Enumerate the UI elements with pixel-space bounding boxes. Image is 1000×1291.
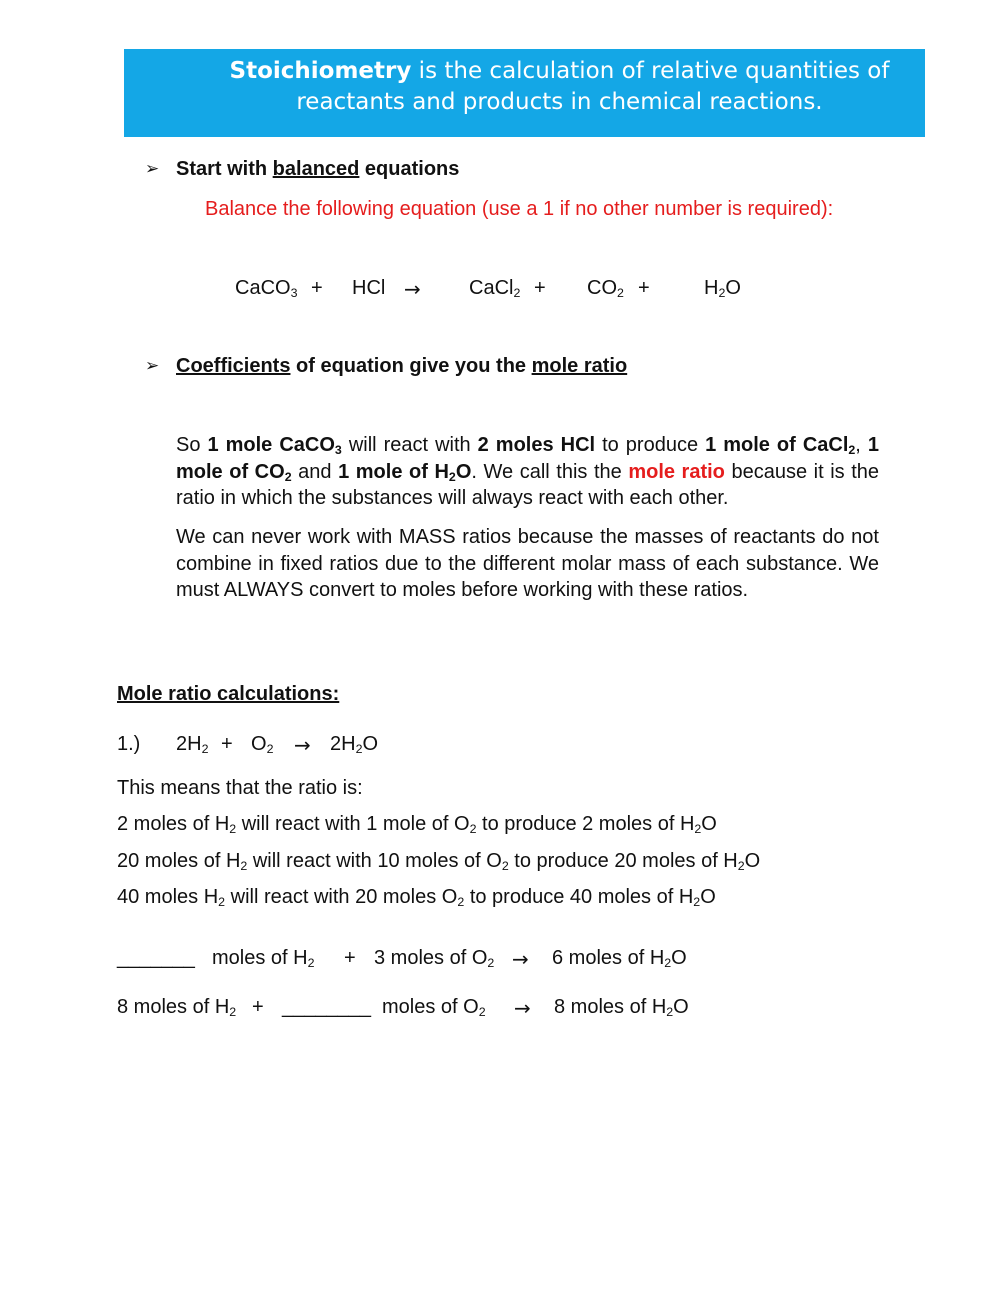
answer-blank[interactable]: _______ [117,947,195,969]
reaction-arrow: → [404,277,421,301]
banner-term: Stoichiometry [229,58,412,84]
ratio-line: 20 moles of $H_2$ will react with 10 moles of $O_2$ to produce 20 moles of $H_2O$ [117,850,761,874]
ratio-intro: This means that the ratio is: [117,777,363,799]
reaction-arrow: → [294,733,311,757]
section-heading: Mole ratio calculations: [117,683,340,705]
plus-sign: + [534,277,546,299]
title-banner [124,49,925,137]
arrow-bullet-icon: ➢ [145,356,160,375]
plus-sign: + [638,277,650,299]
reaction-arrow: → [514,996,531,1020]
arrow-bullet-icon: ➢ [145,159,160,178]
reactant-caco3: CaCO$_3$ [235,277,298,301]
balanced-word: balanced [272,158,360,180]
mass-ratio-paragraph: We can never work with MASS ratios because the masses of reactants do not combine in fixed ratios due to the different molar mass of each substance. We must ALWAYS convert to moles before working with these ratios. [176,526,879,601]
product-co2: $CO_2$ [587,277,624,301]
product-h2o: $H_2O$ [704,277,741,301]
banner-text: is the calculation of relative quantities of reactants and products in chemical reactions. [296,58,890,115]
bullet-balanced-equations: Start with balanced equations [176,158,460,180]
reaction-arrow: → [512,947,529,971]
product-cacl2: CaCl$_2$ [469,277,521,301]
answer-blank[interactable]: ________ [282,996,371,1018]
question-number: 1.) [117,733,141,755]
mole-ratio-highlight: mole ratio [628,460,725,483]
plus-sign: + [311,277,323,299]
ratio-line: 2 moles of $H_2$ will react with 1 mole of $O_2$ to produce 2 moles of $H_2O$ [117,813,717,837]
balance-instruction: Balance the following equation (use a 1 if no other number is required): [205,198,834,220]
bullet-coefficients: Coefficients of equation give you the mole ratio [176,355,628,377]
reactant-hcl: HCl [352,277,386,299]
mole-ratio-explanation: So 1 mole CaCO$_3$ will react with 2 moles HCl to produce 1 mole of CaCl$_2$, 1 mole of $CO_2$ and 1 mole of $H_2O$. We call this the mole ratio because it is the ratio in which the substances will always react with each other. [176,434,880,509]
ratio-line: 40 moles $H_2$ will react with 20 moles $O_2$ to produce 40 moles of $H_2O$ [117,886,716,910]
